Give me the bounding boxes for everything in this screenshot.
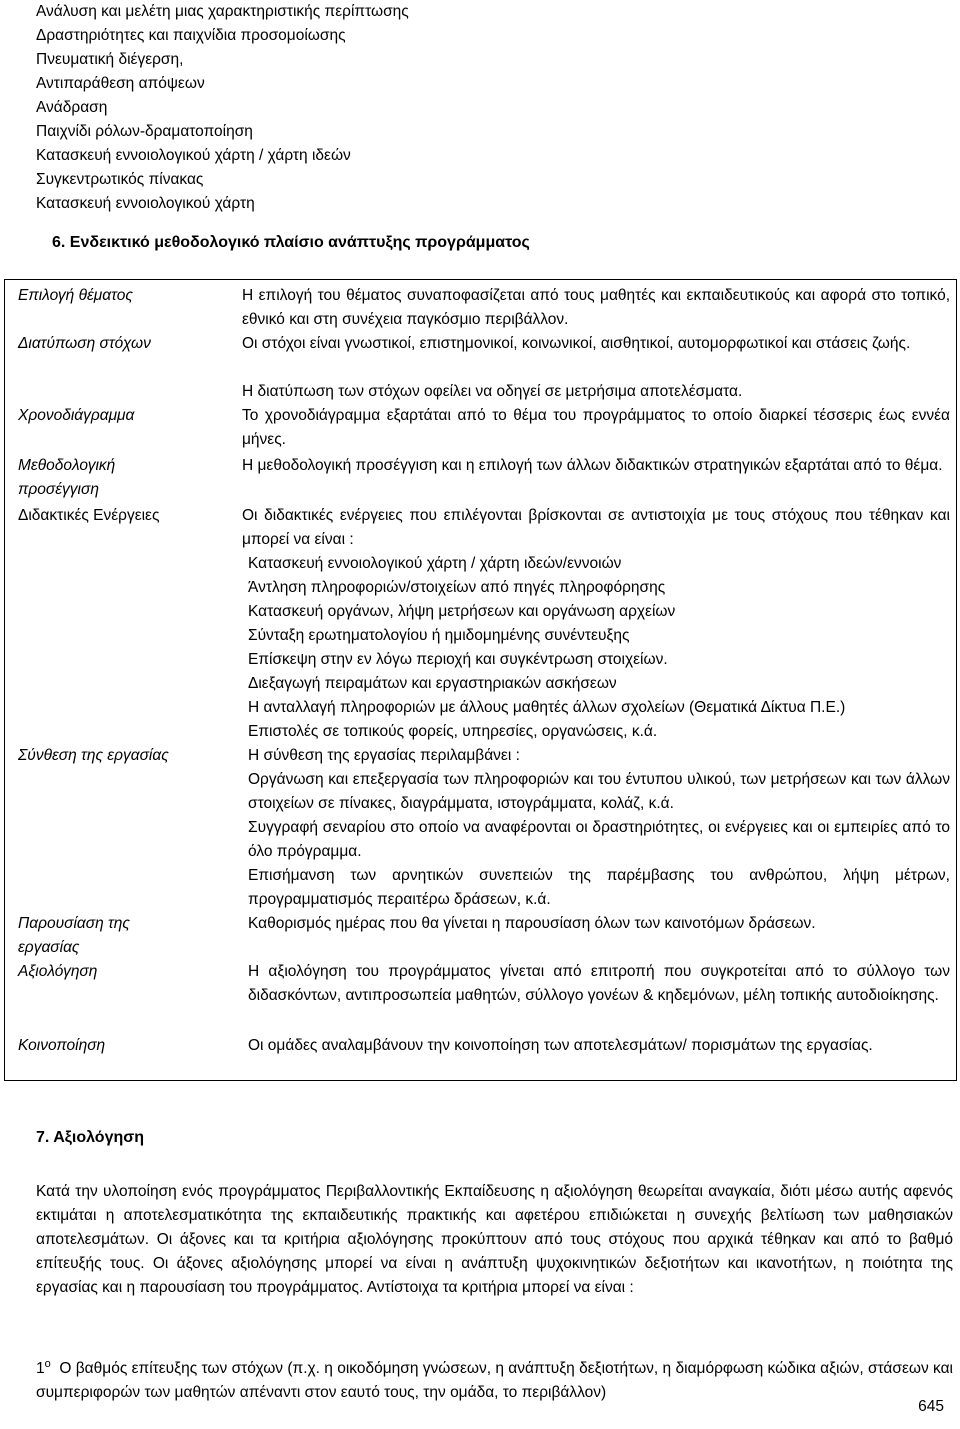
methodology-framework-table	[4, 279, 957, 1081]
label-teaching-actions: Διδακτικές Ενέργειες	[18, 507, 160, 524]
label-method-line-2: προσέγγιση	[18, 481, 99, 498]
list-item: Ανάλυση και μελέτη μιας χαρακτηριστικής περίπτωσης	[36, 3, 409, 20]
criterion-number: 1	[36, 1360, 45, 1378]
teaching-action-item: Επιστολές σε τοπικούς φορείς, υπηρεσίες, οργανώσεις, κ.ά.	[248, 723, 658, 740]
label-method-line-1: Μεθοδολογική	[18, 457, 116, 474]
page-number: 645	[918, 1398, 944, 1415]
desc-presentation: Καθορισμός ημέρας που θα γίνεται η παρουσίαση όλων των καινοτόμων δράσεων.	[248, 915, 816, 932]
section-7-heading: 7. Αξιολόγηση	[36, 1129, 144, 1146]
label-evaluation: Αξιολόγηση	[18, 963, 98, 980]
teaching-action-item: Άντληση πληροφοριών/στοιχείων από πηγές πληροφόρησης	[248, 579, 666, 596]
teaching-action-item: Κατασκευή εννοιολογικού χάρτη / χάρτη ιδεών/εννοιών	[248, 555, 622, 572]
desc-method: Η μεθοδολογική προσέγγιση και η επιλογή των άλλων διδακτικών στρατηγικών εξαρτάται από το θέμα.	[242, 457, 943, 474]
label-presentation-line-2: εργασίας	[18, 939, 80, 956]
list-item: Πνευματική διέγερση,	[36, 51, 184, 68]
criterion-text: Ο βαθμός επίτευξης των στόχων (π.χ. η οικοδόμηση γνώσεων, η ανάπτυξη δεξιοτήτων, η διαμόρφωση κώδικα αξιών, στάσεων και συμπεριφορών των μαθητών απέναντι στον εαυτό τους, την ομάδα, το περιβάλλον)	[36, 1360, 953, 1402]
label-schedule: Χρονοδιάγραμμα	[18, 407, 135, 424]
desc-synthesis-intro: Η σύνθεση της εργασίας περιλαμβάνει :	[248, 747, 520, 764]
list-item: Δραστηριότητες και παιχνίδια προσομοίωσης	[36, 27, 346, 44]
activity-list	[36, 0, 409, 216]
desc-schedule: Το χρονοδιάγραμμα εξαρτάται από το θέμα του προγράμματος το οποίο διαρκεί τέσσερις έως εννέα μήνες.	[242, 407, 950, 448]
desc-teaching-actions-intro: Οι διδακτικές ενέργειες που επιλέγονται βρίσκονται σε αντιστοιχία με τους στόχους που τέθηκαν και μπορεί να είναι :	[242, 507, 950, 548]
list-item: Παιχνίδι ρόλων-δραματοποίηση	[36, 123, 253, 140]
desc-synthesis-item: Επισήμανση των αρνητικών συνεπειών της παρέμβασης του ανθρώπου, λήψη μέτρων, προγραμματισμός περαιτέρω δράσεων, κ.ά.	[248, 867, 950, 908]
list-item: Κατασκευή εννοιολογικού χάρτη / χάρτη ιδεών	[36, 147, 351, 164]
desc-goal-measurable: Η διατύπωση των στόχων οφείλει να οδηγεί σε μετρήσιμα αποτελέσματα.	[242, 383, 743, 400]
label-topic-selection: Επιλογή θέματος	[18, 287, 133, 304]
teaching-action-item: Η ανταλλαγή πληροφοριών με άλλους μαθητές άλλων σχολείων (Θεματικά Δίκτυα Π.Ε.)	[248, 699, 846, 716]
desc-topic-selection: Η επιλογή του θέματος συναποφασίζεται από τους μαθητές και εκπαιδευτικούς και αφορά στο τοπικό, εθνικό και στη συνέχεια παγκόσμιο περιβάλλον.	[242, 287, 950, 328]
teaching-action-item: Κατασκευή οργάνων, λήψη μετρήσεων και οργάνωση αρχείων	[248, 603, 676, 620]
teaching-action-item: Σύνταξη ερωτηματολογίου ή ημιδομημένης συνέντευξης	[248, 627, 630, 644]
label-dissemination: Κοινοποίηση	[18, 1037, 106, 1054]
list-item: Συγκεντρωτικός πίνακας	[36, 171, 204, 188]
criterion-item	[36, 1352, 953, 1405]
criterion-ordinal: ο	[44, 1358, 51, 1370]
evaluation-paragraph: Κατά την υλοποίηση ενός προγράμματος Περιβαλλοντικής Εκπαίδευσης η αξιολόγηση θεωρείται αναγκαία, διότι μέσω αυτής αφενός εκτιμάται η αποτελεσματικότητα της εκπαιδευτικής πρακτικής και αφετέρου επιδιώκεται η συνεχής βελτίωση των μαθησιακών αποτελεσμάτων. Οι άξονες και τα κριτήρια αξιολόγησης προκύπτουν από τους στόχους που αρχικά τέθηκαν και από το βαθμό επίτευξής τους. Οι άξονες αξιολόγησης μπορεί να είναι η ανάπτυξη ψυχοκινητικών δεξιοτήτων και ικανοτήτων, η ποιότητα της εργασίας και η παρουσίαση του προγράμματος. Αντίστοιχα τα κριτήρια μπορεί να είναι :	[36, 1183, 953, 1296]
label-synthesis: Σύνθεση της εργασίας	[18, 747, 169, 764]
teaching-action-item: Διεξαγωγή πειραμάτων και εργαστηριακών ασκήσεων	[248, 675, 617, 692]
list-item: Αντιπαράθεση απόψεων	[36, 75, 205, 92]
desc-dissemination: Οι ομάδες αναλαμβάνουν την κοινοποίηση των αποτελεσμάτων/ πορισμάτων της εργασίας.	[248, 1037, 873, 1054]
section-6-heading: 6. Ενδεικτικό μεθοδολογικό πλαίσιο ανάπτυξης προγράμματος	[52, 234, 530, 251]
desc-synthesis-item: Συγγραφή σεναρίου στο οποίο να αναφέρονται οι δραστηριότητες, οι ενέργειες και οι εμπειρίες από το όλο πρόγραμμα.	[248, 819, 950, 860]
teaching-action-item: Επίσκεψη στην εν λόγω περιοχή και συγκέντρωση στοιχείων.	[248, 651, 668, 668]
list-item: Ανάδραση	[36, 99, 108, 116]
desc-goal-formulation: Οι στόχοι είναι γνωστικοί, επιστημονικοί, κοινωνικοί, αισθητικοί, αυτομορφωτικοί και στάσεις ζωής.	[242, 335, 911, 352]
desc-evaluation: Η αξιολόγηση του προγράμματος γίνεται από επιτροπή που συγκροτείται από το σύλλογο των διδασκόντων, αντιπροσωπεία μαθητών, σύλλογο γονέων & κηδεμόνων, μέλη τοπικής αυτοδιοίκησης.	[248, 963, 950, 1004]
label-goal-formulation: Διατύπωση στόχων	[18, 335, 151, 352]
desc-synthesis-item: Οργάνωση και επεξεργασία των πληροφοριών και του έντυπου υλικού, των μετρήσεων και των άλλων στοιχείων σε πίνακες, διαγράμματα, ιστογράμματα, κολάζ, κ.ά.	[248, 771, 950, 812]
label-presentation-line-1: Παρουσίαση της	[18, 915, 130, 932]
list-item: Κατασκευή εννοιολογικού χάρτη	[36, 195, 255, 212]
